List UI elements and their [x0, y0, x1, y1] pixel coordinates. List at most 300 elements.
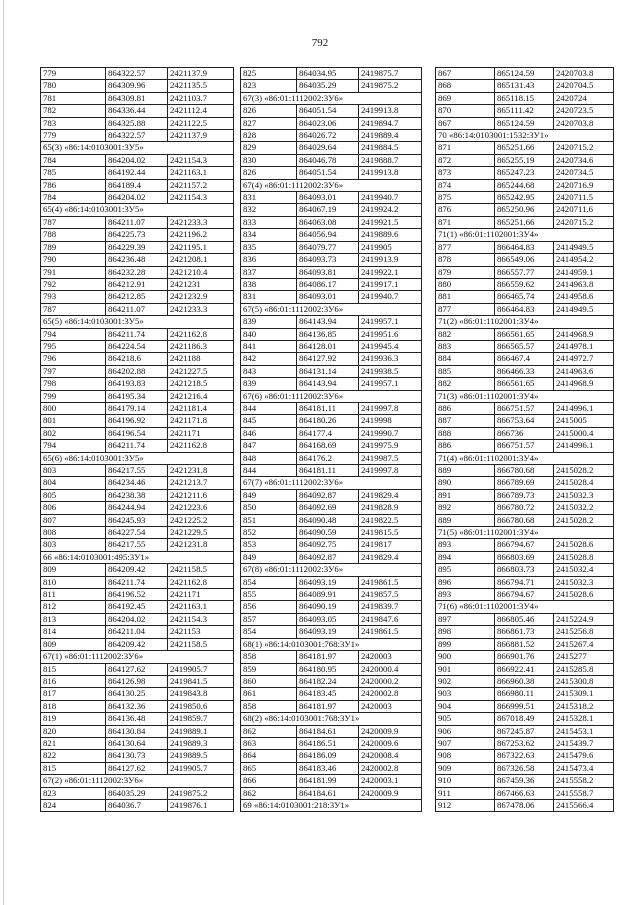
y-coordinate-cell: 2419990.7 [359, 427, 422, 439]
coordinate-row [436, 737, 614, 749]
x-coordinate-cell: 864181.11 [297, 402, 359, 414]
x-coordinate-cell: 866780.72 [495, 502, 554, 514]
x-coordinate-cell: 864093.19 [297, 626, 359, 638]
x-coordinate-cell: 864127.62 [106, 663, 168, 675]
x-coordinate-cell: 864056.94 [297, 229, 359, 241]
x-coordinate-cell: 864179.14 [106, 402, 168, 414]
y-coordinate-cell: 2420000.2 [359, 675, 422, 687]
point-number-cell: 881 [436, 291, 495, 303]
x-coordinate-cell: 865244.68 [495, 179, 554, 191]
point-number-cell: 842 [241, 353, 297, 365]
point-number-cell: 831 [241, 291, 297, 303]
point-number-cell: 830 [241, 154, 297, 166]
section-header: 68(1) «86:14:0103001:768:3У1» [241, 638, 422, 650]
y-coordinate-cell: 2419847.6 [359, 613, 422, 625]
y-coordinate-cell: 2419889.4 [359, 130, 422, 142]
coordinate-row [436, 713, 614, 725]
x-coordinate-cell: 866960.38 [495, 675, 554, 687]
y-coordinate-cell: 2421163.1 [168, 601, 234, 613]
y-coordinate-cell: 2421157.2 [168, 179, 234, 191]
section-header-row [241, 390, 422, 402]
y-coordinate-cell: 2419829.4 [359, 489, 422, 501]
x-coordinate-cell: 864023.06 [297, 117, 359, 129]
coordinate-row [436, 254, 614, 266]
x-coordinate-cell: 864168.69 [297, 440, 359, 452]
coordinate-row [241, 229, 422, 241]
x-coordinate-cell: 864195.34 [106, 390, 168, 402]
coordinate-row [241, 316, 422, 328]
point-number-cell: 892 [436, 502, 495, 514]
point-number-cell: 870 [436, 105, 495, 117]
point-number-cell: 912 [436, 799, 495, 811]
x-coordinate-cell: 866794.71 [495, 576, 554, 588]
x-coordinate-cell: 866803.69 [495, 551, 554, 563]
point-number-cell: 816 [41, 675, 106, 687]
x-coordinate-cell: 864211.04 [106, 626, 168, 638]
coordinate-row [436, 551, 614, 563]
point-number-cell: 806 [41, 502, 106, 514]
point-number-cell: 819 [41, 713, 106, 725]
y-coordinate-cell: 2419945.4 [359, 340, 422, 352]
y-coordinate-cell: 2419924.2 [359, 204, 422, 216]
y-coordinate-cell: 2421137.9 [168, 130, 234, 142]
y-coordinate-cell: 2415473.4 [554, 762, 614, 774]
y-coordinate-cell: 2414968.9 [554, 328, 614, 340]
point-number-cell: 850 [241, 502, 297, 514]
point-number-cell: 787 [41, 216, 106, 228]
section-header-row [241, 638, 422, 650]
point-number-cell: 908 [436, 750, 495, 762]
x-coordinate-cell: 866561.65 [495, 328, 554, 340]
coordinate-row [436, 353, 614, 365]
x-coordinate-cell: 864186.51 [297, 737, 359, 749]
point-number-cell: 815 [41, 762, 106, 774]
section-header-row [241, 179, 422, 191]
point-number-cell: 898 [436, 626, 495, 638]
point-number-cell: 792 [41, 278, 106, 290]
y-coordinate-cell: 2421213.7 [168, 477, 234, 489]
x-coordinate-cell: 864232.28 [106, 266, 168, 278]
point-number-cell: 903 [436, 688, 495, 700]
section-header: 65(6) «86:14:0103001:3У5» [41, 452, 234, 464]
x-coordinate-cell: 864026.72 [297, 130, 359, 142]
point-number-cell: 836 [241, 254, 297, 266]
y-coordinate-cell: 2421196.2 [168, 229, 234, 241]
x-coordinate-cell: 866751.57 [495, 402, 554, 414]
y-coordinate-cell: 2419889.3 [168, 737, 234, 749]
x-coordinate-cell: 864196.92 [106, 415, 168, 427]
coordinate-row [241, 787, 422, 799]
coordinate-row [241, 278, 422, 290]
x-coordinate-cell: 864229.39 [106, 241, 168, 253]
x-coordinate-cell: 867478.06 [495, 799, 554, 811]
point-number-cell: 878 [436, 254, 495, 266]
point-number-cell: 835 [241, 241, 297, 253]
x-coordinate-cell: 864130.25 [106, 688, 168, 700]
coordinate-row [41, 328, 234, 340]
y-coordinate-cell: 2419875.2 [359, 80, 422, 92]
coordinate-row [436, 204, 614, 216]
y-coordinate-cell: 2415453.1 [554, 725, 614, 737]
y-coordinate-cell: 2415005 [554, 415, 614, 427]
coordinate-row [241, 688, 422, 700]
y-coordinate-cell: 2419936.3 [359, 353, 422, 365]
point-number-cell: 814 [41, 626, 106, 638]
x-coordinate-cell: 864245.93 [106, 514, 168, 526]
point-number-cell: 884 [436, 353, 495, 365]
section-header-row [241, 477, 422, 489]
point-number-cell: 905 [436, 713, 495, 725]
x-coordinate-cell: 864244.94 [106, 502, 168, 514]
y-coordinate-cell: 2420734.5 [554, 167, 614, 179]
section-header: 69 «86:14:0103001:218:3У1» [241, 799, 422, 811]
y-coordinate-cell: 2415028.8 [554, 551, 614, 563]
x-coordinate-cell: 867018.49 [495, 713, 554, 725]
x-coordinate-cell: 865111.42 [495, 105, 554, 117]
x-coordinate-cell: 864309.81 [106, 92, 168, 104]
section-header: 68(2) «86:14:0103001:768:3У1» [241, 713, 422, 725]
section-header-row [436, 601, 614, 613]
y-coordinate-cell: 2421103.7 [168, 92, 234, 104]
coordinate-row [41, 427, 234, 439]
point-number-cell: 786 [41, 179, 106, 191]
coordinate-row [436, 378, 614, 390]
coordinate-row [41, 440, 234, 452]
point-number-cell: 818 [41, 700, 106, 712]
point-number-cell: 838 [241, 278, 297, 290]
coordinate-row [241, 651, 422, 663]
y-coordinate-cell: 2415285.8 [554, 663, 614, 675]
section-header-row [41, 775, 234, 787]
x-coordinate-cell: 864180.95 [297, 663, 359, 675]
coordinate-row [41, 192, 234, 204]
point-number-cell: 817 [41, 688, 106, 700]
x-coordinate-cell: 864176.2 [297, 452, 359, 464]
section-header-row [41, 551, 234, 563]
section-header: 67(7) «86:01:1112002:3У6» [241, 477, 422, 489]
coordinate-row [436, 291, 614, 303]
x-coordinate-cell: 864035.29 [297, 80, 359, 92]
x-coordinate-cell: 864236.48 [106, 254, 168, 266]
x-coordinate-cell: 864093.01 [297, 291, 359, 303]
coordinate-row [41, 353, 234, 365]
point-number-cell: 887 [436, 415, 495, 427]
x-coordinate-cell: 864204.02 [106, 192, 168, 204]
point-number-cell: 860 [241, 675, 297, 687]
coordinate-row [241, 378, 422, 390]
coordinate-row [241, 589, 422, 601]
y-coordinate-cell: 2419987.5 [359, 452, 422, 464]
coordinate-row [436, 651, 614, 663]
x-coordinate-cell: 864325.88 [106, 117, 168, 129]
x-coordinate-cell: 866805.46 [495, 613, 554, 625]
y-coordinate-cell: 2415028.4 [554, 477, 614, 489]
point-number-cell: 832 [241, 204, 297, 216]
scan-edge-line [3, 0, 4, 905]
point-number-cell: 865 [241, 762, 297, 774]
section-header-row [241, 713, 422, 725]
point-number-cell: 826 [241, 105, 297, 117]
coordinate-row [241, 452, 422, 464]
y-coordinate-cell: 2420003.1 [359, 775, 422, 787]
coordinate-row [41, 638, 234, 650]
x-coordinate-cell: 866803.73 [495, 564, 554, 576]
x-coordinate-cell: 864181.99 [297, 775, 359, 787]
point-number-cell: 795 [41, 340, 106, 352]
coordinate-row [436, 638, 614, 650]
point-number-cell: 794 [41, 328, 106, 340]
section-header-row [41, 204, 234, 216]
x-coordinate-cell: 864212.91 [106, 278, 168, 290]
section-header: 65(5) «86:14:0103001:3У5» [41, 316, 234, 328]
point-number-cell: 866 [241, 775, 297, 787]
point-number-cell: 779 [41, 130, 106, 142]
x-coordinate-cell: 864204.02 [106, 154, 168, 166]
section-header-row [436, 130, 614, 142]
coordinates-table-right [435, 67, 613, 812]
y-coordinate-cell: 2419894.7 [359, 117, 422, 129]
x-coordinate-cell: 866549.06 [495, 254, 554, 266]
point-number-cell: 841 [241, 340, 297, 352]
x-coordinate-cell: 864192.45 [106, 601, 168, 613]
x-coordinate-cell: 865124.59 [495, 117, 554, 129]
coordinate-row [41, 725, 234, 737]
y-coordinate-cell: 2421181.4 [168, 402, 234, 414]
y-coordinate-cell: 2415028.2 [554, 465, 614, 477]
x-coordinate-cell: 866557.77 [495, 266, 554, 278]
x-coordinate-cell: 864180.26 [297, 415, 359, 427]
coordinate-row [41, 564, 234, 576]
section-header-row [241, 799, 422, 811]
x-coordinate-cell: 866466.33 [495, 365, 554, 377]
point-number-cell: 871 [436, 216, 495, 228]
coordinate-row [241, 576, 422, 588]
coordinate-row [41, 179, 234, 191]
x-coordinate-cell: 864224.54 [106, 340, 168, 352]
coordinate-row [41, 601, 234, 613]
coordinate-row [436, 216, 614, 228]
point-number-cell: 809 [41, 638, 106, 650]
x-coordinate-cell: 866467.4 [495, 353, 554, 365]
coordinate-row [436, 663, 614, 675]
coordinate-row [436, 340, 614, 352]
x-coordinate-cell: 866559.62 [495, 278, 554, 290]
y-coordinate-cell: 2419913.9 [359, 254, 422, 266]
coordinate-row [241, 626, 422, 638]
y-coordinate-cell: 2419957.1 [359, 378, 422, 390]
x-coordinate-cell: 866780.68 [495, 514, 554, 526]
section-header: 65(4) «86:14:0103001:3У5» [41, 204, 234, 216]
x-coordinate-cell: 864051.54 [297, 167, 359, 179]
x-coordinate-cell: 864227.54 [106, 527, 168, 539]
point-number-cell: 782 [41, 105, 106, 117]
y-coordinate-cell: 2420711.6 [554, 204, 614, 216]
x-coordinate-cell: 865251.66 [495, 216, 554, 228]
coordinate-row [436, 576, 614, 588]
x-coordinate-cell: 864130.64 [106, 737, 168, 749]
section-header: 67(1) «86:01:1112002:3У6» [41, 651, 234, 663]
x-coordinate-cell: 864193.83 [106, 378, 168, 390]
x-coordinate-cell: 864183.46 [297, 762, 359, 774]
coordinate-row [241, 725, 422, 737]
point-number-cell: 854 [241, 576, 297, 588]
x-coordinate-cell: 867253.62 [495, 737, 554, 749]
x-coordinate-cell: 866464.83 [495, 303, 554, 315]
x-coordinate-cell: 865124.59 [495, 68, 554, 80]
coordinate-row [41, 303, 234, 315]
point-number-cell: 877 [436, 241, 495, 253]
section-header-row [436, 229, 614, 241]
coordinate-row [436, 489, 614, 501]
y-coordinate-cell: 2420704.5 [554, 80, 614, 92]
x-coordinate-cell: 866465.74 [495, 291, 554, 303]
point-number-cell: 897 [436, 613, 495, 625]
x-coordinate-cell: 864093.73 [297, 254, 359, 266]
point-number-cell: 824 [41, 799, 106, 811]
x-coordinate-cell: 866736 [495, 427, 554, 439]
point-number-cell: 851 [241, 514, 297, 526]
x-coordinate-cell: 864067.19 [297, 204, 359, 216]
point-number-cell: 844 [241, 465, 297, 477]
coordinate-row [241, 700, 422, 712]
point-number-cell: 796 [41, 353, 106, 365]
coordinate-row [241, 415, 422, 427]
y-coordinate-cell: 2414963.8 [554, 278, 614, 290]
point-number-cell: 823 [241, 80, 297, 92]
point-number-cell: 844 [241, 402, 297, 414]
point-number-cell: 831 [241, 192, 297, 204]
y-coordinate-cell: 2419940.7 [359, 291, 422, 303]
point-number-cell: 890 [436, 477, 495, 489]
point-number-cell: 849 [241, 489, 297, 501]
coordinate-row [436, 167, 614, 179]
point-number-cell: 875 [436, 192, 495, 204]
x-coordinate-cell: 864204.02 [106, 613, 168, 625]
y-coordinate-cell: 2420002.8 [359, 762, 422, 774]
y-coordinate-cell: 2419889.6 [359, 229, 422, 241]
x-coordinate-cell: 864217.55 [106, 539, 168, 551]
coordinate-row [241, 489, 422, 501]
y-coordinate-cell: 2415032.2 [554, 502, 614, 514]
y-coordinate-cell: 2420715.2 [554, 142, 614, 154]
coordinate-row [241, 216, 422, 228]
coordinate-row [436, 80, 614, 92]
coordinate-row [41, 92, 234, 104]
y-coordinate-cell: 2414996.1 [554, 402, 614, 414]
x-coordinate-cell: 864130.84 [106, 725, 168, 737]
point-number-cell: 891 [436, 489, 495, 501]
x-coordinate-cell: 865247.23 [495, 167, 554, 179]
coordinate-row [436, 179, 614, 191]
y-coordinate-cell: 2419817 [359, 539, 422, 551]
point-number-cell: 889 [436, 514, 495, 526]
y-coordinate-cell: 2414963.6 [554, 365, 614, 377]
coordinate-row [436, 92, 614, 104]
x-coordinate-cell: 864131.14 [297, 365, 359, 377]
point-number-cell: 800 [41, 402, 106, 414]
x-coordinate-cell: 864186.09 [297, 750, 359, 762]
x-coordinate-cell: 866980.11 [495, 688, 554, 700]
coordinate-row [41, 402, 234, 414]
y-coordinate-cell: 2421233.3 [168, 303, 234, 315]
y-coordinate-cell: 2419875.7 [359, 68, 422, 80]
coordinate-row [241, 328, 422, 340]
y-coordinate-cell: 2421154.3 [168, 154, 234, 166]
coordinate-row [41, 489, 234, 501]
coordinate-row [436, 688, 614, 700]
x-coordinate-cell: 864181.97 [297, 700, 359, 712]
x-coordinate-cell: 864132.36 [106, 700, 168, 712]
point-number-cell: 804 [41, 477, 106, 489]
y-coordinate-cell: 2414954.2 [554, 254, 614, 266]
coordinate-row [41, 241, 234, 253]
y-coordinate-cell: 2421233.3 [168, 216, 234, 228]
coordinate-row [436, 787, 614, 799]
y-coordinate-cell: 2421154.3 [168, 613, 234, 625]
point-number-cell: 848 [241, 452, 297, 464]
coordinate-row [41, 378, 234, 390]
x-coordinate-cell: 867322.63 [495, 750, 554, 762]
y-coordinate-cell: 2421171 [168, 427, 234, 439]
y-coordinate-cell: 2421231 [168, 278, 234, 290]
coordinate-row [436, 278, 614, 290]
y-coordinate-cell: 2421122.5 [168, 117, 234, 129]
point-number-cell: 812 [41, 601, 106, 613]
point-number-cell: 904 [436, 700, 495, 712]
y-coordinate-cell: 2415032.4 [554, 564, 614, 576]
coordinate-row [436, 402, 614, 414]
section-header: 67(6) «86:01:1112002:3У6» [241, 390, 422, 402]
coordinate-row [241, 663, 422, 675]
point-number-cell: 802 [41, 427, 106, 439]
point-number-cell: 900 [436, 651, 495, 663]
coordinate-row [41, 539, 234, 551]
point-number-cell: 880 [436, 278, 495, 290]
y-coordinate-cell: 2419917.1 [359, 278, 422, 290]
y-coordinate-cell: 2420002.8 [359, 688, 422, 700]
point-number-cell: 784 [41, 192, 106, 204]
y-coordinate-cell: 2419888.7 [359, 154, 422, 166]
y-coordinate-cell: 2415309.1 [554, 688, 614, 700]
y-coordinate-cell: 2421188 [168, 353, 234, 365]
y-coordinate-cell: 2421210.4 [168, 266, 234, 278]
coordinate-row [41, 216, 234, 228]
point-number-cell: 859 [241, 663, 297, 675]
y-coordinate-cell: 2419951.6 [359, 328, 422, 340]
point-number-cell: 779 [41, 68, 106, 80]
y-coordinate-cell: 2420000.4 [359, 663, 422, 675]
x-coordinate-cell: 866780.68 [495, 465, 554, 477]
point-number-cell: 907 [436, 737, 495, 749]
coordinate-row [241, 601, 422, 613]
coordinate-row [241, 551, 422, 563]
x-coordinate-cell: 864211.07 [106, 303, 168, 315]
coordinate-row [241, 291, 422, 303]
x-coordinate-cell: 864322.57 [106, 130, 168, 142]
coordinate-row [41, 700, 234, 712]
point-number-cell: 871 [436, 142, 495, 154]
point-number-cell: 858 [241, 700, 297, 712]
point-number-cell: 882 [436, 378, 495, 390]
y-coordinate-cell: 2420003 [359, 651, 422, 663]
coordinate-row [41, 80, 234, 92]
point-number-cell: 839 [241, 316, 297, 328]
x-coordinate-cell: 866751.57 [495, 440, 554, 452]
point-number-cell: 823 [41, 787, 106, 799]
section-header-row [41, 142, 234, 154]
x-coordinate-cell: 864036.7 [106, 799, 168, 811]
x-coordinate-cell: 864035.29 [106, 787, 168, 799]
